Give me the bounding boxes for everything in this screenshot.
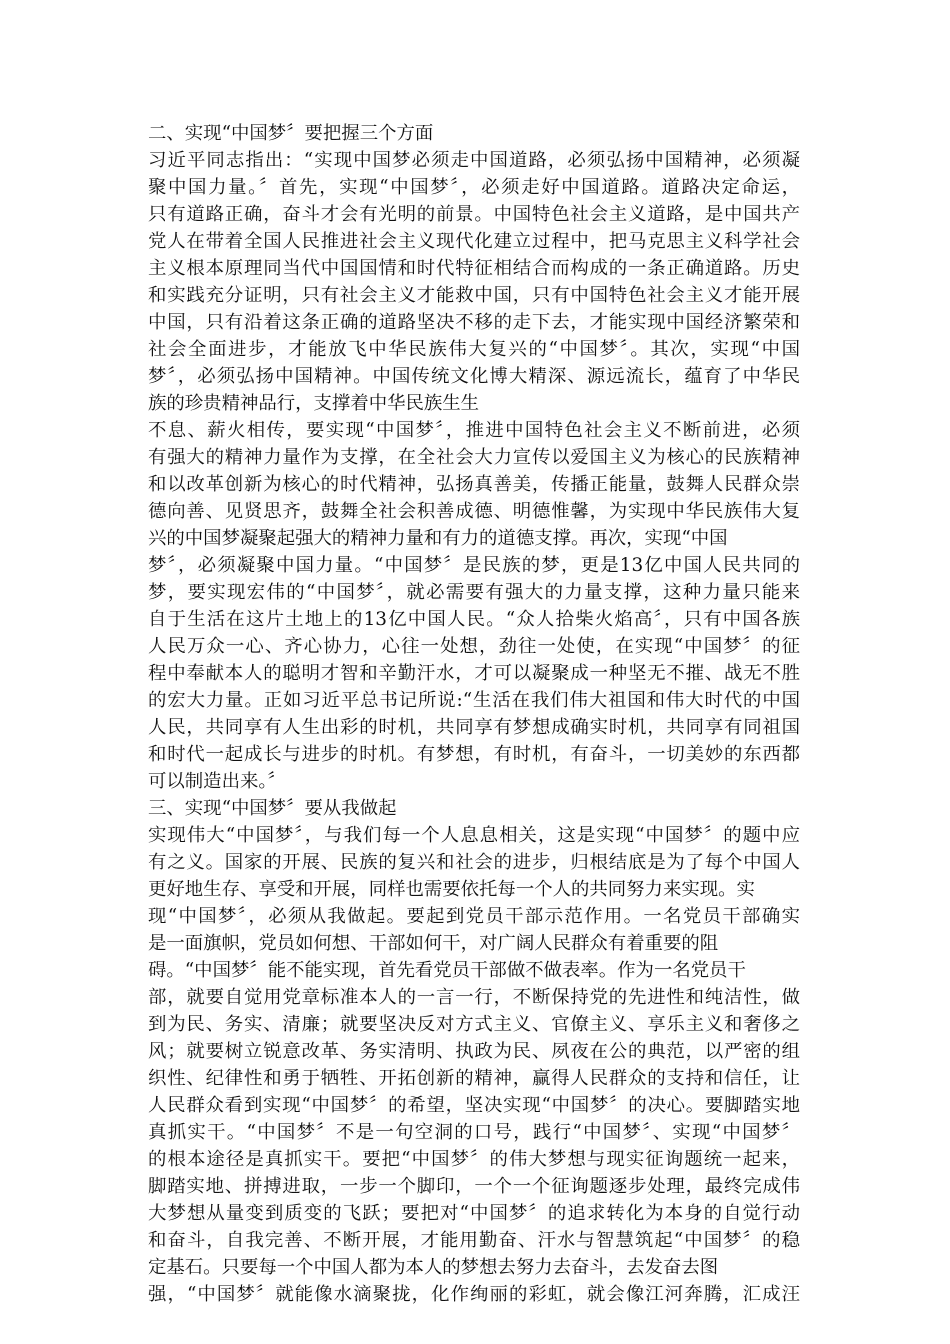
text-line: 碍。“中国梦〞能不能实现，首先看党员干部做不做表率。作为一名党员干 — [148, 960, 746, 981]
text-line: 中国，只有沿着这条正确的道路坚决不移的走下去，才能实现中国经济繁荣和 — [148, 312, 800, 333]
text-line: 的根本途径是真抓实干。要把“中国梦〞的伟大梦想与现实征询题统一起来， — [148, 1149, 800, 1170]
text-line: 的宏大力量。正如习近平总书记所说:“生活在我们伟大祖国和伟大时代的中国 — [148, 690, 800, 711]
text-line: 自于生活在这片土地上的13亿中国人民。“众人拾柴火焰高〞，只有中国各族 — [148, 609, 800, 630]
text-line: 梦，要实现宏伟的“中国梦〞，就必需要有强大的力量支撑，这种力量只能来 — [148, 582, 800, 603]
text-line: 更好地生存、享受和开展，同样也需要依托每一个人的共同努力来实现。实 — [148, 879, 755, 900]
text-line: 人民群众看到实现“中国梦〞的希望，坚决实现“中国梦〞的决心。要脚踏实地 — [148, 1095, 800, 1116]
text-line: 真抓实干。“中国梦〞不是一句空洞的口号，践行“中国梦〞、实现“中国梦〞 — [148, 1122, 800, 1143]
text-line: 部，就要自觉用党章标准本人的一言一行，不断保持党的先进性和纯洁性，做 — [148, 987, 800, 1008]
text-line: 到为民、务实、清廉；就要坚决反对方式主义、官僚主义、享乐主义和奢侈之 — [148, 1014, 800, 1035]
text-line: 人民，共同享有人生出彩的时机，共同享有梦想成确实时机，共同享有同祖国 — [148, 717, 800, 738]
text-line: 社会全面进步，才能放飞中华民族伟大复兴的“中国梦〞。其次，实现“中国 — [148, 339, 800, 360]
text-line: 定基石。只要每一个中国人都为本人的梦想去努力去奋斗，去发奋去图 — [148, 1257, 719, 1278]
text-line: 三、实现“中国梦〞要从我做起 — [148, 798, 397, 819]
text-line: 聚中国力量。〞首先，实现“中国梦〞，必须走好中国道路。道路决定命运， — [148, 177, 800, 198]
text-line: 和奋斗，自我完善、不断开展，才能用勤奋、汗水与智慧筑起“中国梦〞的稳 — [148, 1230, 800, 1251]
text-line: 梦〞，必须凝聚中国力量。“中国梦〞是民族的梦，更是13亿中国人民共同的 — [148, 555, 800, 576]
document-body — [148, 120, 800, 1308]
text-line: 现“中国梦〞，必须从我做起。要起到党员干部示范作用。一名党员干部确实 — [148, 906, 800, 927]
text-line: 脚踏实地、拼搏进取，一步一个脚印，一个一个征询题逐步处理，最终完成伟 — [148, 1176, 800, 1197]
text-line: 德向善、见贤思齐，鼓舞全社会积善成德、明德惟馨，为实现中华民族伟大复 — [148, 501, 800, 522]
text-line: 有强大的精神力量作为支撑，在全社会大力宣传以爱国主义为核心的民族精神 — [148, 447, 800, 468]
text-line: 不息、薪火相传，要实现“中国梦〞，推进中国特色社会主义不断前进，必须 — [148, 420, 800, 441]
text-line: 可以制造出来。〞 — [148, 771, 286, 792]
text-line: 习近平同志指出：“实现中国梦必须走中国道路，必须弘扬中国精神，必须凝 — [148, 150, 800, 171]
text-line: 党人在带着全国人民推进社会主义现代化建立过程中，把马克思主义科学社会 — [148, 231, 800, 252]
text-line: 程中奉献本人的聪明才智和辛勤汗水，才可以凝聚成一种坚无不摧、战无不胜 — [148, 663, 800, 684]
text-line: 和以改革创新为核心的时代精神，弘扬真善美，传播正能量，鼓舞人民群众崇 — [148, 474, 800, 495]
text-line: 兴的中国梦凝聚起强大的精神力量和有力的道德支撑。再次，实现“中国 — [148, 528, 728, 549]
text-line: 实现伟大“中国梦〞，与我们每一个人息息相关，这是实现“中国梦〞的题中应 — [148, 825, 800, 846]
text-line: 和实践充分证明，只有社会主义才能救中国，只有中国特色社会主义才能开展 — [148, 285, 800, 306]
text-line: 只有道路正确，奋斗才会有光明的前景。中国特色社会主义道路，是中国共产 — [148, 204, 800, 225]
text-line: 有之义。国家的开展、民族的复兴和社会的进步，归根结底是为了每个中国人 — [148, 852, 800, 873]
text-line: 强，“中国梦〞就能像水滴聚拢，化作绚丽的彩虹，就会像江河奔腾，汇成汪 — [148, 1284, 800, 1305]
text-line: 风；就要树立锐意改革、务实清明、执政为民、夙夜在公的典范，以严密的组 — [148, 1041, 800, 1062]
text-line: 梦〞，必须弘扬中国精神。中国传统文化博大精深、源远流长，蕴育了中华民 — [148, 366, 800, 387]
text-line: 主义根本原理同当代中国国情和时代特征相结合而构成的一条正确道路。历史 — [148, 258, 800, 279]
text-line: 人民万众一心、齐心协力，心往一处想，劲往一处使，在实现“中国梦〞的征 — [148, 636, 800, 657]
text-line: 二、实现“中国梦〞要把握三个方面 — [148, 123, 434, 144]
text-line: 大梦想从量变到质变的飞跃；要把对“中国梦〞的追求转化为本身的自觉行动 — [148, 1203, 800, 1224]
text-line: 族的珍贵精神品行，支撑着中华民族生生 — [148, 393, 480, 414]
text-line: 织性、纪律性和勇于牺牲、开拓创新的精神，赢得人民群众的支持和信任，让 — [148, 1068, 800, 1089]
text-line: 是一面旗帜，党员如何想、干部如何干，对广阔人民群众有着重要的阻 — [148, 933, 719, 954]
text-line: 和时代一起成长与进步的时机。有梦想，有时机，有奋斗，一切美妙的东西都 — [148, 744, 800, 765]
